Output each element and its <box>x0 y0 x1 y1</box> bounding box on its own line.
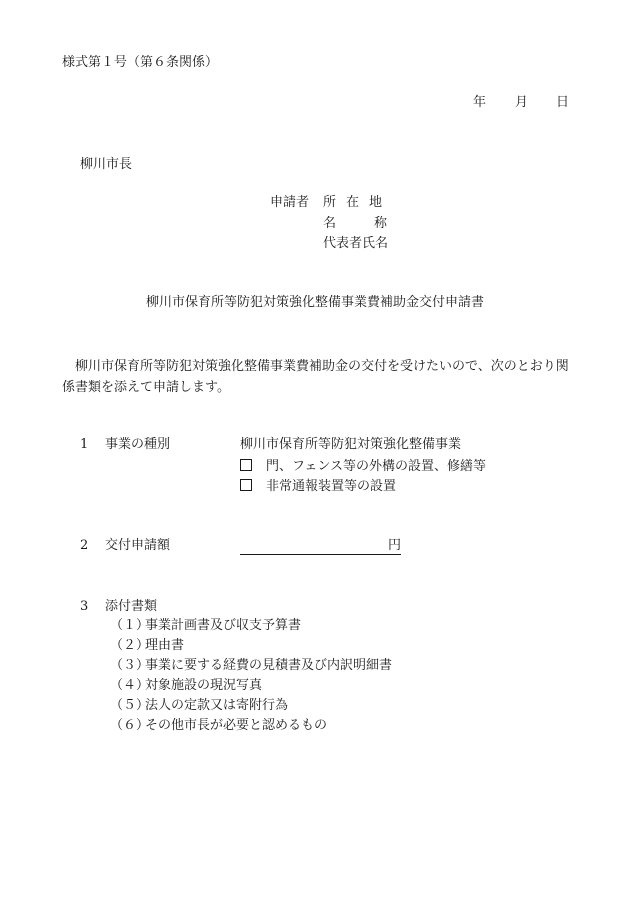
checkbox-fence[interactable] <box>240 459 252 471</box>
item-1-value: 柳川市保育所等防犯対策強化整備事業 <box>240 437 462 452</box>
item-1-label: 事業の種別 <box>105 437 171 452</box>
body-paragraph: 柳川市保育所等防犯対策強化整備事業費補助金の交付を受けたいので、次のとおり関係書類を添えて申請します。 <box>62 359 569 395</box>
attachment-item <box>110 619 301 632</box>
attachment-item <box>110 639 184 652</box>
attachment-text: 事業に要する経費の見積書及び内訳明細書 <box>145 658 393 673</box>
attachment-number: （５） <box>110 698 150 713</box>
attachment-text: 対象施設の現況写真 <box>145 678 263 693</box>
attachment-text: 理由書 <box>145 638 185 653</box>
item-2-label: 交付申請額 <box>105 538 171 553</box>
amount-field[interactable] <box>240 539 401 555</box>
item-3-number: 3 <box>80 599 89 614</box>
name-label <box>323 217 387 230</box>
attachment-item <box>110 659 392 672</box>
attachment-item <box>110 719 327 732</box>
attachment-number: （６） <box>110 718 150 733</box>
representative-label: 代表者氏名 <box>323 236 389 251</box>
applicant-label: 申請者 <box>270 195 310 210</box>
attachment-item <box>110 699 288 712</box>
attachment-item <box>110 679 262 692</box>
option-alarm-label: 非常通報装置等の設置 <box>266 479 397 494</box>
name-label-char-2: 称 <box>374 216 388 231</box>
attachment-number: （４） <box>110 678 150 693</box>
addressee: 柳川市長 <box>80 157 133 172</box>
amount-unit: 円 <box>387 538 401 553</box>
form-number: 様式第１号（第６条関係） <box>62 55 219 70</box>
date-month-label: 月 <box>515 95 529 110</box>
item-3-label: 添付書類 <box>105 599 158 614</box>
document-title: 柳川市保育所等防犯対策強化整備事業費補助金交付申請書 <box>145 295 484 310</box>
date-year-label: 年 <box>473 95 487 110</box>
option-alarm <box>240 479 396 493</box>
option-fence <box>240 459 486 473</box>
checkbox-alarm[interactable] <box>240 479 252 491</box>
attachment-number: （２） <box>110 638 150 653</box>
attachment-number: （３） <box>110 658 150 673</box>
attachment-number: （１） <box>110 618 150 633</box>
name-label-char-1: 名 <box>323 216 337 231</box>
item-1-number: 1 <box>80 437 89 452</box>
option-fence-label: 門、フェンス等の外構の設置、修繕等 <box>266 459 486 474</box>
item-2-number: 2 <box>80 538 89 553</box>
date-day-label: 日 <box>556 95 570 110</box>
attachment-text: 法人の定款又は寄附行為 <box>145 698 289 713</box>
attachment-text: その他市長が必要と認めるもの <box>145 718 328 733</box>
attachment-text: 事業計画書及び収支予算書 <box>145 618 302 633</box>
address-label: 所在地 <box>323 195 393 210</box>
